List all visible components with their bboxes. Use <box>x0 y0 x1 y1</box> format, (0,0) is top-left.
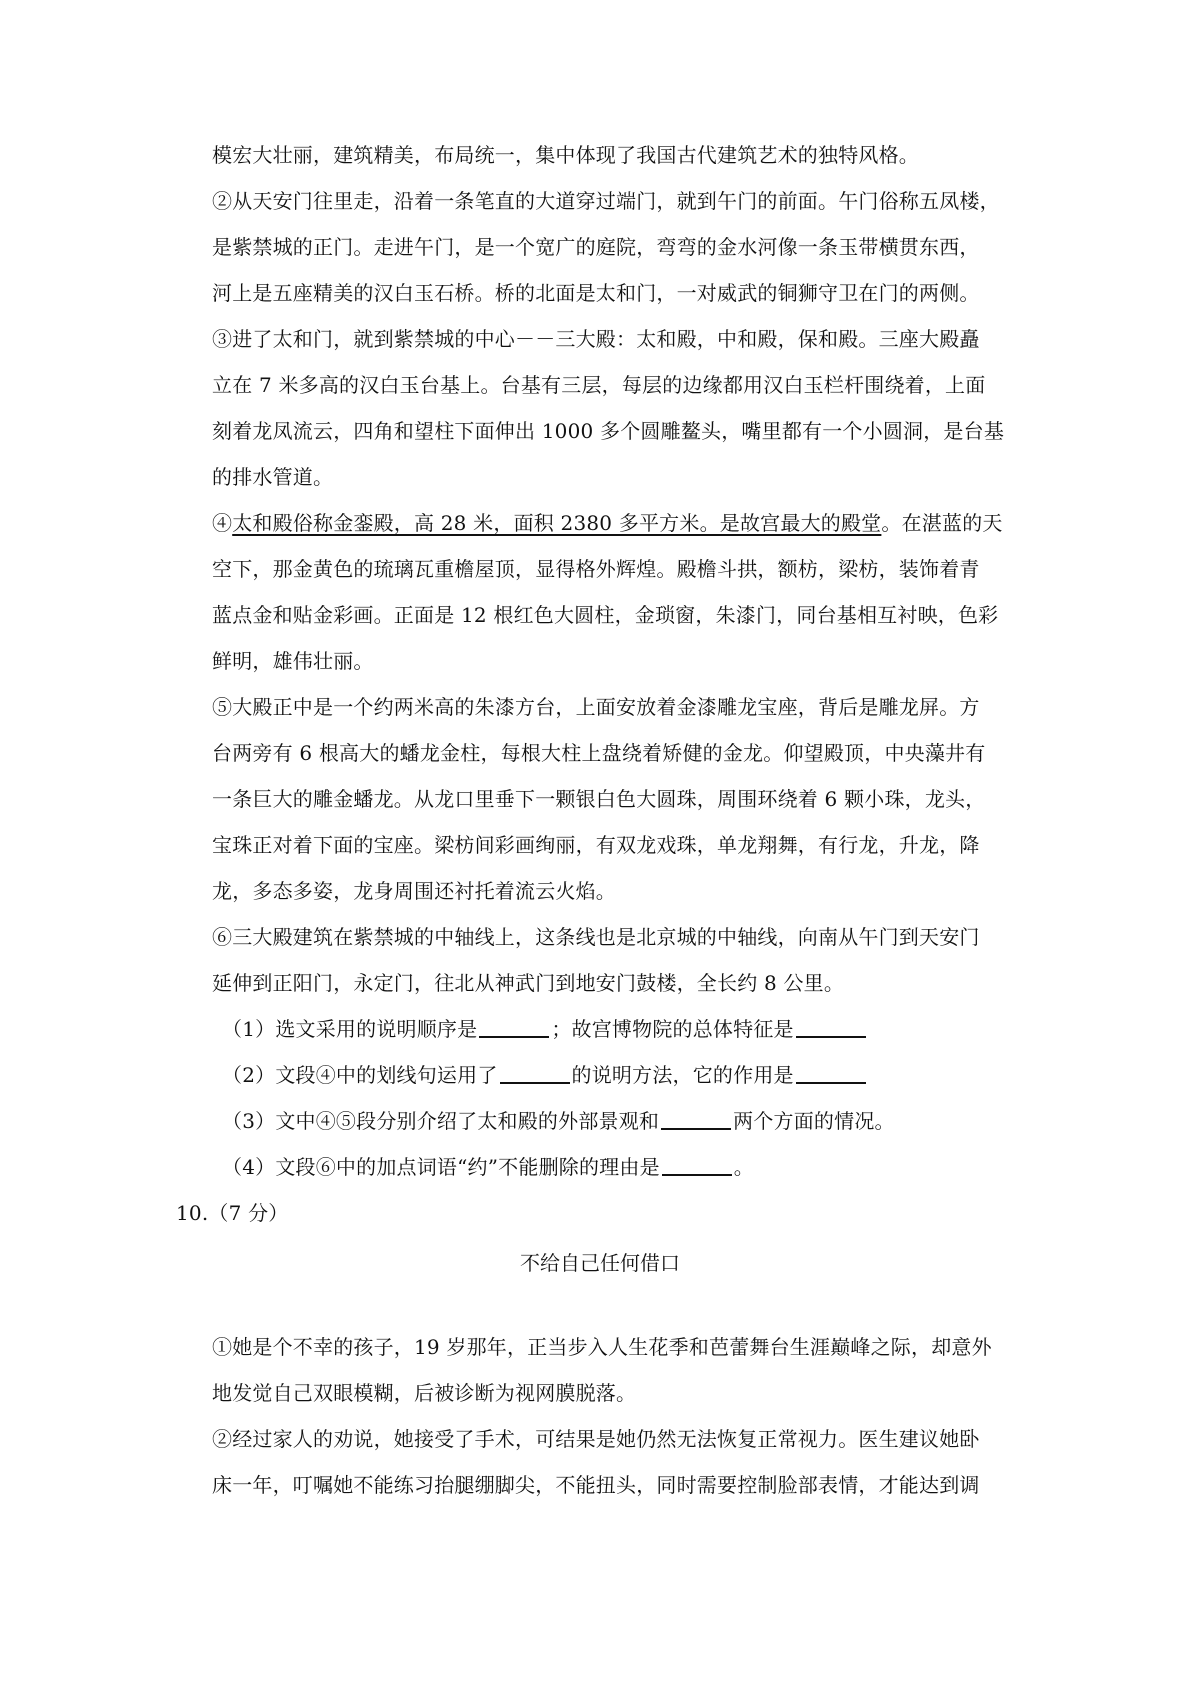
text-line: 蓝点金和贴金彩画。正面是 12 根红色大圆柱，金琐窗，朱漆门，同台基相互衬映，色彩 <box>212 603 999 627</box>
question-text: ；故宫博物院的总体特征是 <box>551 1017 794 1041</box>
question-1 <box>222 1016 1042 1042</box>
question-text: 两个方面的情况。 <box>733 1109 895 1133</box>
question-number: 10.（7 分） <box>176 1201 289 1225</box>
question-text: （4）文段⑥中的加点词语“约”不能删除的理由是 <box>222 1155 660 1179</box>
article-title: 不给自己任何借口 <box>520 1251 680 1275</box>
answer-blank[interactable] <box>661 1110 731 1130</box>
question-text: 的说明方法，它的作用是 <box>571 1063 794 1087</box>
text-line: 河上是五座精美的汉白玉石桥。桥的北面是太和门，一对威武的铜狮守卫在门的两侧。 <box>212 281 980 305</box>
question-4 <box>222 1154 1042 1180</box>
text-line: 台两旁有 6 根高大的蟠龙金柱，每根大柱上盘绕着矫健的金龙。仰望殿顶，中央藻井有 <box>212 741 986 765</box>
text-line: 床一年，叮嘱她不能练习抬腿绷脚尖，不能扭头，同时需要控制脸部表情，才能达到调 <box>212 1473 980 1497</box>
text-line: 一条巨大的雕金蟠龙。从龙口里垂下一颗银白色大圆珠，周围环绕着 6 颗小珠，龙头， <box>212 787 986 811</box>
text-line: ⑤大殿正中是一个约两米高的朱漆方台，上面安放着金漆雕龙宝座，背后是雕龙屏。方 <box>212 695 980 719</box>
text-line: ⑥三大殿建筑在紫禁城的中轴线上，这条线也是北京城的中轴线，向南从午门到天安门 <box>212 925 980 949</box>
text-line: 刻着龙凤流云，四角和望柱下面伸出 1000 多个圆雕鳌头，嘴里都有一个小圆洞，是台基 <box>212 419 1005 443</box>
answer-blank[interactable] <box>796 1018 866 1038</box>
question-text: 。 <box>733 1155 754 1179</box>
text-line: 立在 7 米多高的汉白玉台基上。台基有三层，每层的边缘都用汉白玉栏杆围绕着，上面 <box>212 373 986 397</box>
text-line: 宝珠正对着下面的宝座。梁枋间彩画绚丽，有双龙戏珠，单龙翔舞，有行龙，升龙，降 <box>212 833 980 857</box>
question-text: （3）文中④⑤段分别介绍了太和殿的外部景观和 <box>222 1109 660 1133</box>
text-line: ②经过家人的劝说，她接受了手术，可结果是她仍然无法恢复正常视力。医生建议她卧 <box>212 1427 980 1451</box>
answer-blank[interactable] <box>479 1018 549 1038</box>
text-line: 地发觉自己双眼模糊，后被诊断为视网膜脱落。 <box>212 1381 637 1405</box>
text-line: 延伸到正阳门，永定门，往北从神武门到地安门鼓楼，全长约 8 公里。 <box>212 971 845 995</box>
text-line: 空下，那金黄色的琉璃瓦重檐屋顶，显得格外辉煌。殿檐斗拱，额枋，梁枋，装饰着青 <box>212 557 980 581</box>
text-line: 模宏大壮丽，建筑精美，布局统一，集中体现了我国古代建筑艺术的独特风格。 <box>212 143 919 167</box>
paragraph-4-first-line <box>212 510 1032 536</box>
text-line: ②从天安门往里走，沿着一条笔直的大道穿过端门，就到午门的前面。午门俗称五凤楼， <box>212 189 1000 213</box>
paragraph-marker: ④ <box>212 511 233 535</box>
answer-blank[interactable] <box>500 1064 570 1084</box>
question-3 <box>222 1108 1042 1134</box>
text-line: ①她是个不幸的孩子，19 岁那年，正当步入人生花季和芭蕾舞台生涯巅峰之际，却意外 <box>212 1335 992 1359</box>
question-2 <box>222 1062 1042 1088</box>
text-line: 鲜明，雄伟壮丽。 <box>212 649 374 673</box>
question-text: （2）文段④中的划线句运用了 <box>222 1063 498 1087</box>
text-line: ③进了太和门，就到紫禁城的中心－－三大殿：太和殿，中和殿，保和殿。三座大殿矗 <box>212 327 980 351</box>
underlined-sentence: 太和殿俗称金銮殿，高 28 米，面积 2380 多平方米。是故宫最大的殿堂 <box>232 511 882 535</box>
answer-blank[interactable] <box>796 1064 866 1084</box>
text-line: 龙，多态多姿，龙身周围还衬托着流云火焰。 <box>212 879 616 903</box>
text-line: 是紫禁城的正门。走进午门，是一个宽广的庭院，弯弯的金水河像一条玉带横贯东西， <box>212 235 980 259</box>
text-line: 的排水管道。 <box>212 465 334 489</box>
text-fragment: 。在湛蓝的天 <box>881 511 1003 535</box>
answer-blank[interactable] <box>662 1156 732 1176</box>
question-text: （1）选文采用的说明顺序是 <box>222 1017 478 1041</box>
